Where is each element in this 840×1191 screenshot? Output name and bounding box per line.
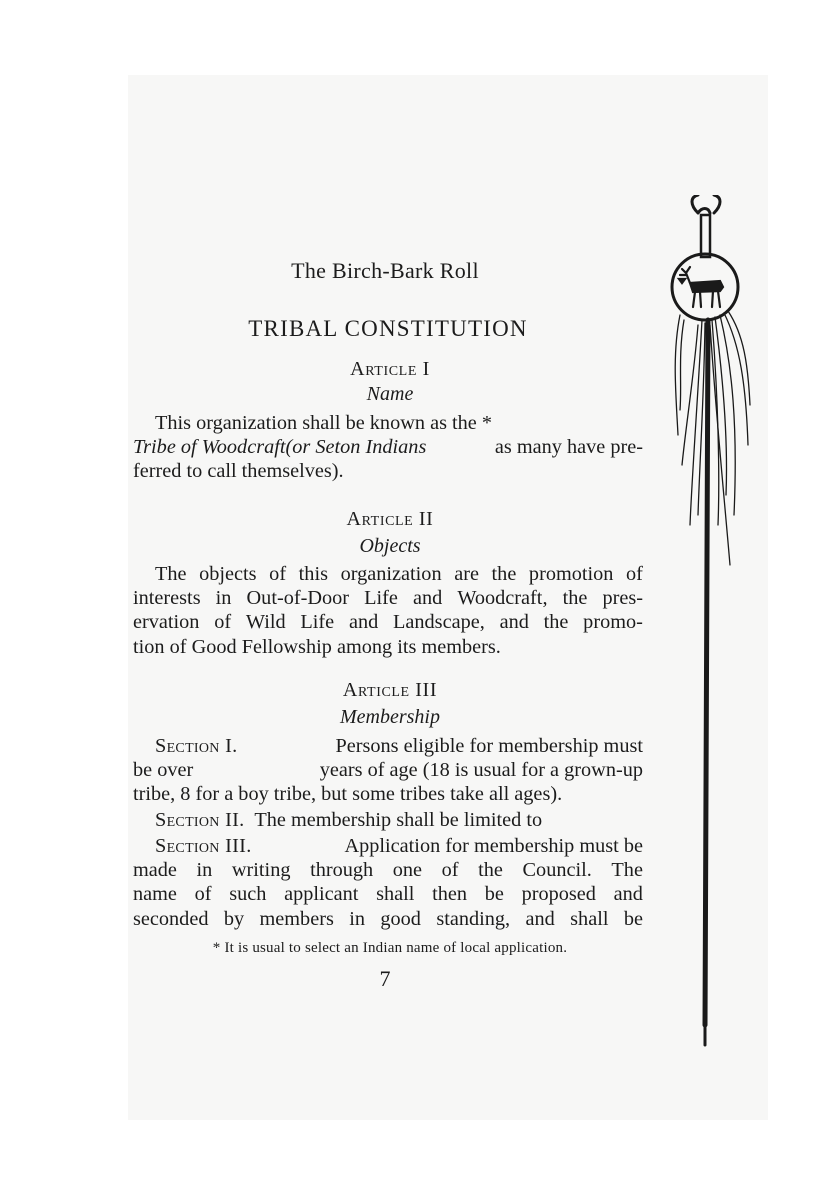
word: Landscape, [393, 611, 485, 634]
word: the [562, 587, 588, 610]
word: in [196, 859, 213, 882]
article-1-line-2-rest: as many have pre- [494, 436, 643, 459]
section-3-paragraph [133, 834, 643, 931]
word: applicant [284, 883, 359, 906]
word: pres- [602, 587, 643, 610]
word: organization [340, 563, 442, 585]
word: members [259, 907, 334, 930]
article-3-heading: Article III [342, 679, 438, 701]
word: of [626, 563, 643, 585]
article-2-paragraph [133, 562, 643, 659]
article-1-line-1: This organization shall be known as the * [155, 412, 493, 434]
section-1-line-2 [133, 758, 643, 782]
word: seconded [133, 907, 209, 930]
word: be [623, 907, 643, 930]
word: and [525, 907, 555, 930]
word: objects [199, 563, 257, 585]
word: of [214, 611, 232, 634]
word: shall [376, 883, 415, 906]
section-1-line-1-text: Persons eligible for membership must [335, 735, 643, 757]
article-2-subheading: Objects [359, 535, 421, 557]
article-2-line-2 [133, 586, 643, 610]
section-1-line-1 [133, 734, 643, 758]
section-3-line-4-text [133, 907, 643, 931]
word: made [133, 859, 177, 882]
article-1-subheading: Name [366, 383, 414, 405]
word: shall [570, 907, 609, 930]
word: and [412, 587, 443, 610]
section-3-line-4 [133, 907, 643, 931]
page-number: 7 [379, 966, 391, 991]
article-1-line-2 [133, 435, 643, 459]
word: and [613, 883, 643, 906]
word: one [392, 859, 423, 882]
article-1-heading: Article I [350, 358, 430, 380]
article-2-line-4: tion of Good Fellowship among its members. [133, 635, 501, 658]
word: this [298, 563, 328, 585]
article-3-subheading: Membership [340, 706, 440, 728]
word: are [454, 563, 479, 585]
section-3-line-1 [133, 834, 643, 858]
section-3-line-2 [133, 858, 643, 882]
word: Life [300, 611, 335, 634]
word: promotion [528, 563, 614, 585]
article-2-line-1-text [155, 562, 643, 586]
word: The [611, 859, 643, 882]
section-1-be-over: be over [133, 759, 194, 782]
horn-ornament-left [692, 195, 710, 213]
ceremonial-wand-illustration [668, 195, 768, 1055]
word: of [194, 883, 212, 906]
word: Council. [522, 859, 592, 882]
word: The [155, 563, 187, 585]
page-title: TRIBAL CONSTITUTION [248, 316, 528, 341]
word: the [491, 563, 517, 585]
word: by [223, 907, 245, 930]
word: interests [133, 587, 201, 610]
word: in [349, 907, 365, 930]
word: writing [231, 859, 291, 882]
word: in [215, 587, 232, 610]
section-3-line-2-text [133, 858, 643, 882]
feather-fringe [675, 311, 750, 565]
word: then [432, 883, 468, 906]
word: the [543, 611, 569, 634]
article-2-line-2-text [133, 586, 643, 610]
section-3-line-3-text [133, 882, 643, 906]
article-2-line-3 [133, 610, 643, 634]
word: Woodcraft, [457, 587, 548, 610]
running-head: The Birch-Bark Roll [291, 258, 479, 283]
article-1-paragraph [133, 411, 643, 484]
wand-top-post [701, 215, 710, 257]
word: good [380, 907, 421, 930]
section-1-age-text: years of age (18 is usual for a grown-up [319, 759, 643, 782]
word: be [484, 883, 504, 906]
section-2-text: The membership shall be limited to [254, 809, 543, 831]
footnote: * It is usual to select an Indian name of local application. [212, 940, 568, 956]
word: Out-of-Door [246, 587, 350, 610]
word: Wild [245, 611, 286, 634]
section-1-line-3: tribe, 8 for a boy tribe, but some tribes take all ages). [133, 783, 563, 806]
word: name [133, 883, 177, 906]
word: ervation [133, 611, 200, 634]
article-1-line-3: ferred to call themselves). [133, 460, 344, 483]
section-2-paragraph [133, 808, 643, 832]
deer-icon [679, 267, 723, 307]
word: standing, [436, 907, 511, 930]
horn-ornament-right [714, 195, 720, 213]
tribe-name-italic: Tribe of Woodcraft(or Seton Indians [133, 436, 427, 459]
word: of [441, 859, 459, 882]
article-2-line-3-text [133, 610, 643, 634]
word: Life [364, 587, 398, 610]
word: proposed [521, 883, 596, 906]
article-2-heading: Article II [346, 508, 434, 530]
wand-shaft [705, 320, 708, 1025]
word: such [229, 883, 267, 906]
word: and [499, 611, 529, 634]
word: the [478, 859, 503, 882]
word: promo- [583, 611, 643, 634]
section-1-label: Section I. [155, 735, 238, 757]
word: and [348, 611, 379, 634]
section-1-paragraph [133, 734, 643, 807]
word: through [310, 859, 374, 882]
article-2-line-1 [133, 562, 643, 586]
section-2-label: Section II. [155, 809, 245, 831]
word: of [269, 563, 287, 585]
section-3-label: Section III. [155, 835, 252, 857]
section-3-line-3 [133, 882, 643, 906]
section-2-line [133, 808, 643, 832]
section-3-line-1-text: Application for membership must be [344, 835, 643, 857]
